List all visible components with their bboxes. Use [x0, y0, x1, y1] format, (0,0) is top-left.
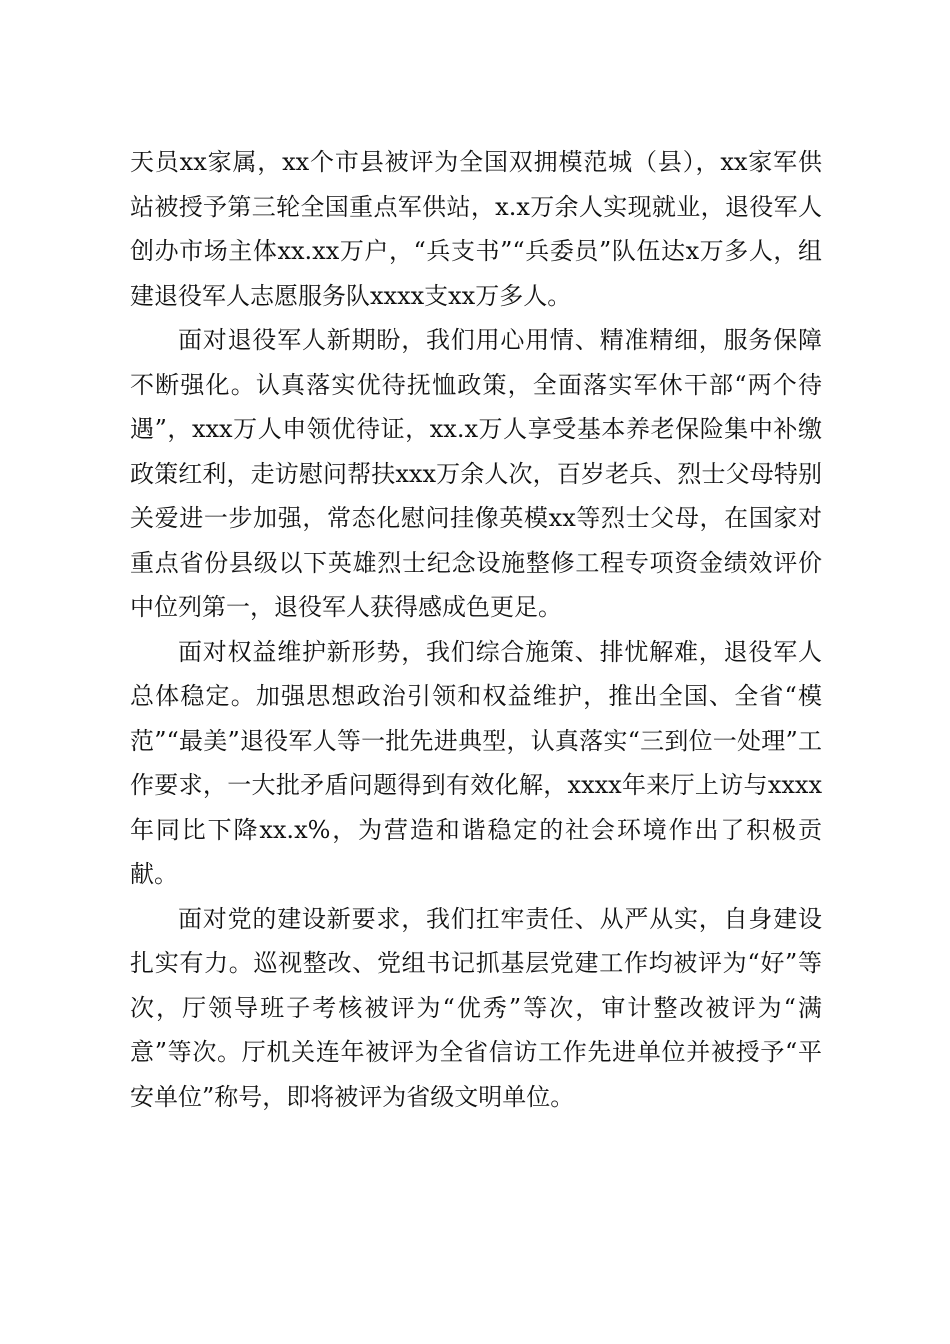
paragraph-3: 面对权益维护新形势，我们综合施策、排忧解难，退役军人总体稳定。加强思想政治引领和权益维护，推出全国、全省“模范”“最美”退役军人等一批先进典型，认真落实“三到位一处理”工作要求，一大批矛盾问题得到有效化解，xxxx年来厅上访与xxxx年同比下降xx.x%，为营造和谐稳定的社会环境作出了积极贡献。 — [130, 637, 822, 888]
paragraph-2: 面对退役军人新期盼，我们用心用情、精准精细，服务保障不断强化。认真落实优待抚恤政策，全面落实军休干部“两个待遇”，xxx万人申领优待证，xx.x万人享受基本养老保险集中补缴政策红利，走访慰问帮扶xxx万余人次，百岁老兵、烈士父母特别关爱进一步加强，常态化慰问挂像英模xx等烈士父母，在国家对重点省份县级以下英雄烈士纪念设施整修工程专项资金绩效评价中位列第一，退役军人获得感成色更足。 — [130, 326, 822, 621]
document-page — [130, 140, 822, 1119]
paragraph-1: 天员xx家属，xx个市县被评为全国双拥模范城（县），xx家军供站被授予第三轮全国重点军供站，x.x万余人实现就业，退役军人创办市场主体xx.xx万户，“兵支书”“兵委员”队伍达x万多人，组建退役军人志愿服务队xxxx支xx万多人。 — [130, 148, 822, 310]
paragraph-4: 面对党的建设新要求，我们扛牢责任、从严从实，自身建设扎实有力。巡视整改、党组书记抓基层党建工作均被评为“好”等次，厅领导班子考核被评为“优秀”等次，审计整改被评为“满意”等次。厅机关连年被评为全省信访工作先进单位并被授予“平安单位”称号，即将被评为省级文明单位。 — [130, 904, 822, 1111]
